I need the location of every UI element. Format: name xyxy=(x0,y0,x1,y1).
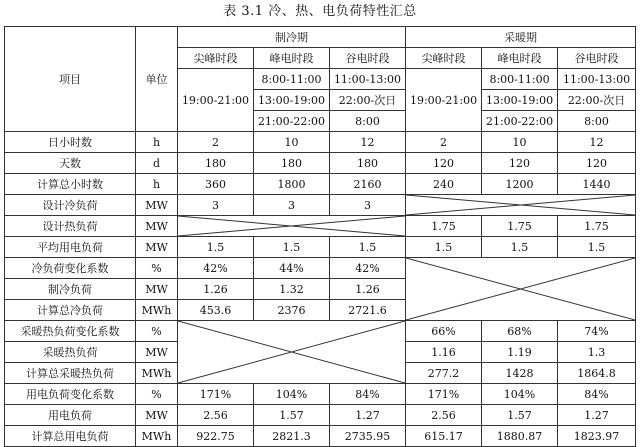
row-unit: % xyxy=(136,258,178,279)
cool-valley-value: 1.27 xyxy=(330,405,406,426)
row-unit: % xyxy=(136,321,178,342)
empty-cross-mark xyxy=(178,321,405,383)
heat-peak-value: 277.2 xyxy=(406,363,482,384)
heat-high-value: 68% xyxy=(482,321,558,342)
cool-high-value: 180 xyxy=(254,153,330,174)
cool-valley-time-3: 8:00 xyxy=(330,111,406,132)
empty-cross-mark xyxy=(406,258,635,320)
cool-peak-value: 3 xyxy=(178,195,254,216)
row-unit: MW xyxy=(136,342,178,363)
heat-valley-value: 1440 xyxy=(558,174,636,195)
cool-high-value: 2376 xyxy=(254,300,330,321)
table-row xyxy=(5,258,636,279)
header-cool-peak: 尖峰时段 xyxy=(178,48,254,69)
cool-peak-value: 1.5 xyxy=(178,237,254,258)
row-unit: d xyxy=(136,153,178,174)
heat-valley-time-2: 22:00-次日 xyxy=(558,90,636,111)
row-label: 设计热负荷 xyxy=(5,216,136,237)
heat-peak-time: 19:00-21:00 xyxy=(406,69,482,132)
cool-high-time-2: 13:00-19:00 xyxy=(254,90,330,111)
cool-high-value: 1.5 xyxy=(254,237,330,258)
row-unit: % xyxy=(136,384,178,405)
table-row xyxy=(5,153,636,174)
table-row xyxy=(5,195,636,216)
row-unit: MW xyxy=(136,405,178,426)
cool-peak-value: 42% xyxy=(178,258,254,279)
heat-peak-value: 615.17 xyxy=(406,426,482,447)
row-label: 计算总用电负荷 xyxy=(5,426,136,447)
table-row xyxy=(5,237,636,258)
cool-valley-value: 2160 xyxy=(330,174,406,195)
heat-valley-value: 74% xyxy=(558,321,636,342)
heat-valley-value: 1823.97 xyxy=(558,426,636,447)
header-heat-valley: 谷电时段 xyxy=(558,48,636,69)
heat-high-value: 1.75 xyxy=(482,216,558,237)
header-cool-valley: 谷电时段 xyxy=(330,48,406,69)
row-unit: MW xyxy=(136,279,178,300)
heat-high-value: 120 xyxy=(482,153,558,174)
row-label: 计算总冷负荷 xyxy=(5,300,136,321)
cool-peak-value: 453.6 xyxy=(178,300,254,321)
heat-valley-value: 1.27 xyxy=(558,405,636,426)
cool-valley-value: 42% xyxy=(330,258,406,279)
cool-high-value: 44% xyxy=(254,258,330,279)
row-label: 冷负荷变化系数 xyxy=(5,258,136,279)
heat-high-time-3: 21:00-22:00 xyxy=(482,111,558,132)
cool-peak-value: 180 xyxy=(178,153,254,174)
heat-valley-value: 1.75 xyxy=(558,216,636,237)
heat-valley-value: 1.5 xyxy=(558,237,636,258)
row-unit: MWh xyxy=(136,426,178,447)
row-label: 日小时数 xyxy=(5,132,136,153)
heat-high-value: 104% xyxy=(482,384,558,405)
cool-valley-value: 2735.95 xyxy=(330,426,406,447)
heat-peak-value: 1.5 xyxy=(406,237,482,258)
cool-peak-value: 171% xyxy=(178,384,254,405)
cool-peak-value: 2.56 xyxy=(178,405,254,426)
row-unit: MW xyxy=(136,216,178,237)
cool-valley-value: 180 xyxy=(330,153,406,174)
table-row xyxy=(5,216,636,237)
cool-high-value: 3 xyxy=(254,195,330,216)
heat-valley-value: 120 xyxy=(558,153,636,174)
heat-high-value: 1880.87 xyxy=(482,426,558,447)
cool-high-time-3: 21:00-22:00 xyxy=(254,111,330,132)
cool-valley-value: 1.5 xyxy=(330,237,406,258)
heat-high-value: 10 xyxy=(482,132,558,153)
heat-high-value: 1.57 xyxy=(482,405,558,426)
table-row xyxy=(5,174,636,195)
cool-empty-block xyxy=(178,216,406,237)
header-unit: 单位 xyxy=(136,27,178,132)
row-unit: h xyxy=(136,174,178,195)
row-label: 计算总采暖热负荷 xyxy=(5,363,136,384)
heat-high-value: 1428 xyxy=(482,363,558,384)
cool-peak-value: 922.75 xyxy=(178,426,254,447)
cool-high-value: 2821.3 xyxy=(254,426,330,447)
heat-peak-value: 1.16 xyxy=(406,342,482,363)
heat-high-time-2: 13:00-19:00 xyxy=(482,90,558,111)
cool-high-value: 104% xyxy=(254,384,330,405)
cool-valley-value: 3 xyxy=(330,195,406,216)
cool-high-value: 1.57 xyxy=(254,405,330,426)
row-label: 计算总小时数 xyxy=(5,174,136,195)
heat-peak-value: 240 xyxy=(406,174,482,195)
table-row xyxy=(5,426,636,447)
row-unit: MWh xyxy=(136,300,178,321)
header-cooling-period: 制冷期 xyxy=(178,27,406,48)
row-label: 用电负荷 xyxy=(5,405,136,426)
heat-peak-value: 66% xyxy=(406,321,482,342)
heat-valley-value: 1864.8 xyxy=(558,363,636,384)
cool-peak-value: 2 xyxy=(178,132,254,153)
row-label: 设计冷负荷 xyxy=(5,195,136,216)
heat-empty-block xyxy=(406,258,636,321)
cool-peak-value: 360 xyxy=(178,174,254,195)
row-unit: MW xyxy=(136,195,178,216)
heat-high-value: 1.19 xyxy=(482,342,558,363)
heat-valley-time-1: 11:00-13:00 xyxy=(558,69,636,90)
cool-high-value: 1800 xyxy=(254,174,330,195)
row-unit: MW xyxy=(136,237,178,258)
cool-high-value: 1.32 xyxy=(254,279,330,300)
heat-valley-value: 1.3 xyxy=(558,342,636,363)
heat-high-value: 1200 xyxy=(482,174,558,195)
heat-valley-value: 84% xyxy=(558,384,636,405)
header-heat-peak: 尖峰时段 xyxy=(406,48,482,69)
cool-valley-value: 12 xyxy=(330,132,406,153)
heat-peak-value: 120 xyxy=(406,153,482,174)
cool-empty-block xyxy=(178,321,406,384)
heat-valley-time-3: 8:00 xyxy=(558,111,636,132)
heat-peak-value: 2.56 xyxy=(406,405,482,426)
row-label: 平均用电负荷 xyxy=(5,237,136,258)
heat-valley-value: 12 xyxy=(558,132,636,153)
table-title: 表 3.1 冷、热、电负荷特性汇总 xyxy=(223,4,417,19)
table-row xyxy=(5,384,636,405)
row-label: 用电负荷变化系数 xyxy=(5,384,136,405)
cool-valley-time-1: 11:00-13:00 xyxy=(330,69,406,90)
table-row xyxy=(5,132,636,153)
empty-cross-mark xyxy=(178,216,405,236)
heat-high-time-1: 8:00-11:00 xyxy=(482,69,558,90)
cool-valley-value: 1.26 xyxy=(330,279,406,300)
cool-peak-value: 1.26 xyxy=(178,279,254,300)
heat-peak-value: 2 xyxy=(406,132,482,153)
header-heating-period: 采暖期 xyxy=(406,27,636,48)
row-label: 制冷负荷 xyxy=(5,279,136,300)
empty-cross-mark xyxy=(406,195,635,215)
row-label: 采暖热负荷变化系数 xyxy=(5,321,136,342)
heat-empty-block xyxy=(406,195,636,216)
table-row xyxy=(5,321,636,342)
heat-peak-value: 171% xyxy=(406,384,482,405)
row-unit: h xyxy=(136,132,178,153)
heat-high-value: 1.5 xyxy=(482,237,558,258)
row-label: 天数 xyxy=(5,153,136,174)
heat-peak-value: 1.75 xyxy=(406,216,482,237)
load-summary-table xyxy=(4,26,635,443)
row-label: 采暖热负荷 xyxy=(5,342,136,363)
cool-high-value: 10 xyxy=(254,132,330,153)
row-unit: MWh xyxy=(136,363,178,384)
cool-valley-time-2: 22:00-次日 xyxy=(330,90,406,111)
header-cool-high: 峰电时段 xyxy=(254,48,330,69)
cool-valley-value: 2721.6 xyxy=(330,300,406,321)
cool-valley-value: 84% xyxy=(330,384,406,405)
header-item: 项目 xyxy=(5,27,136,132)
cool-high-time-1: 8:00-11:00 xyxy=(254,69,330,90)
cool-peak-time: 19:00-21:00 xyxy=(178,69,254,132)
header-heat-high: 峰电时段 xyxy=(482,48,558,69)
table-row xyxy=(5,405,636,426)
